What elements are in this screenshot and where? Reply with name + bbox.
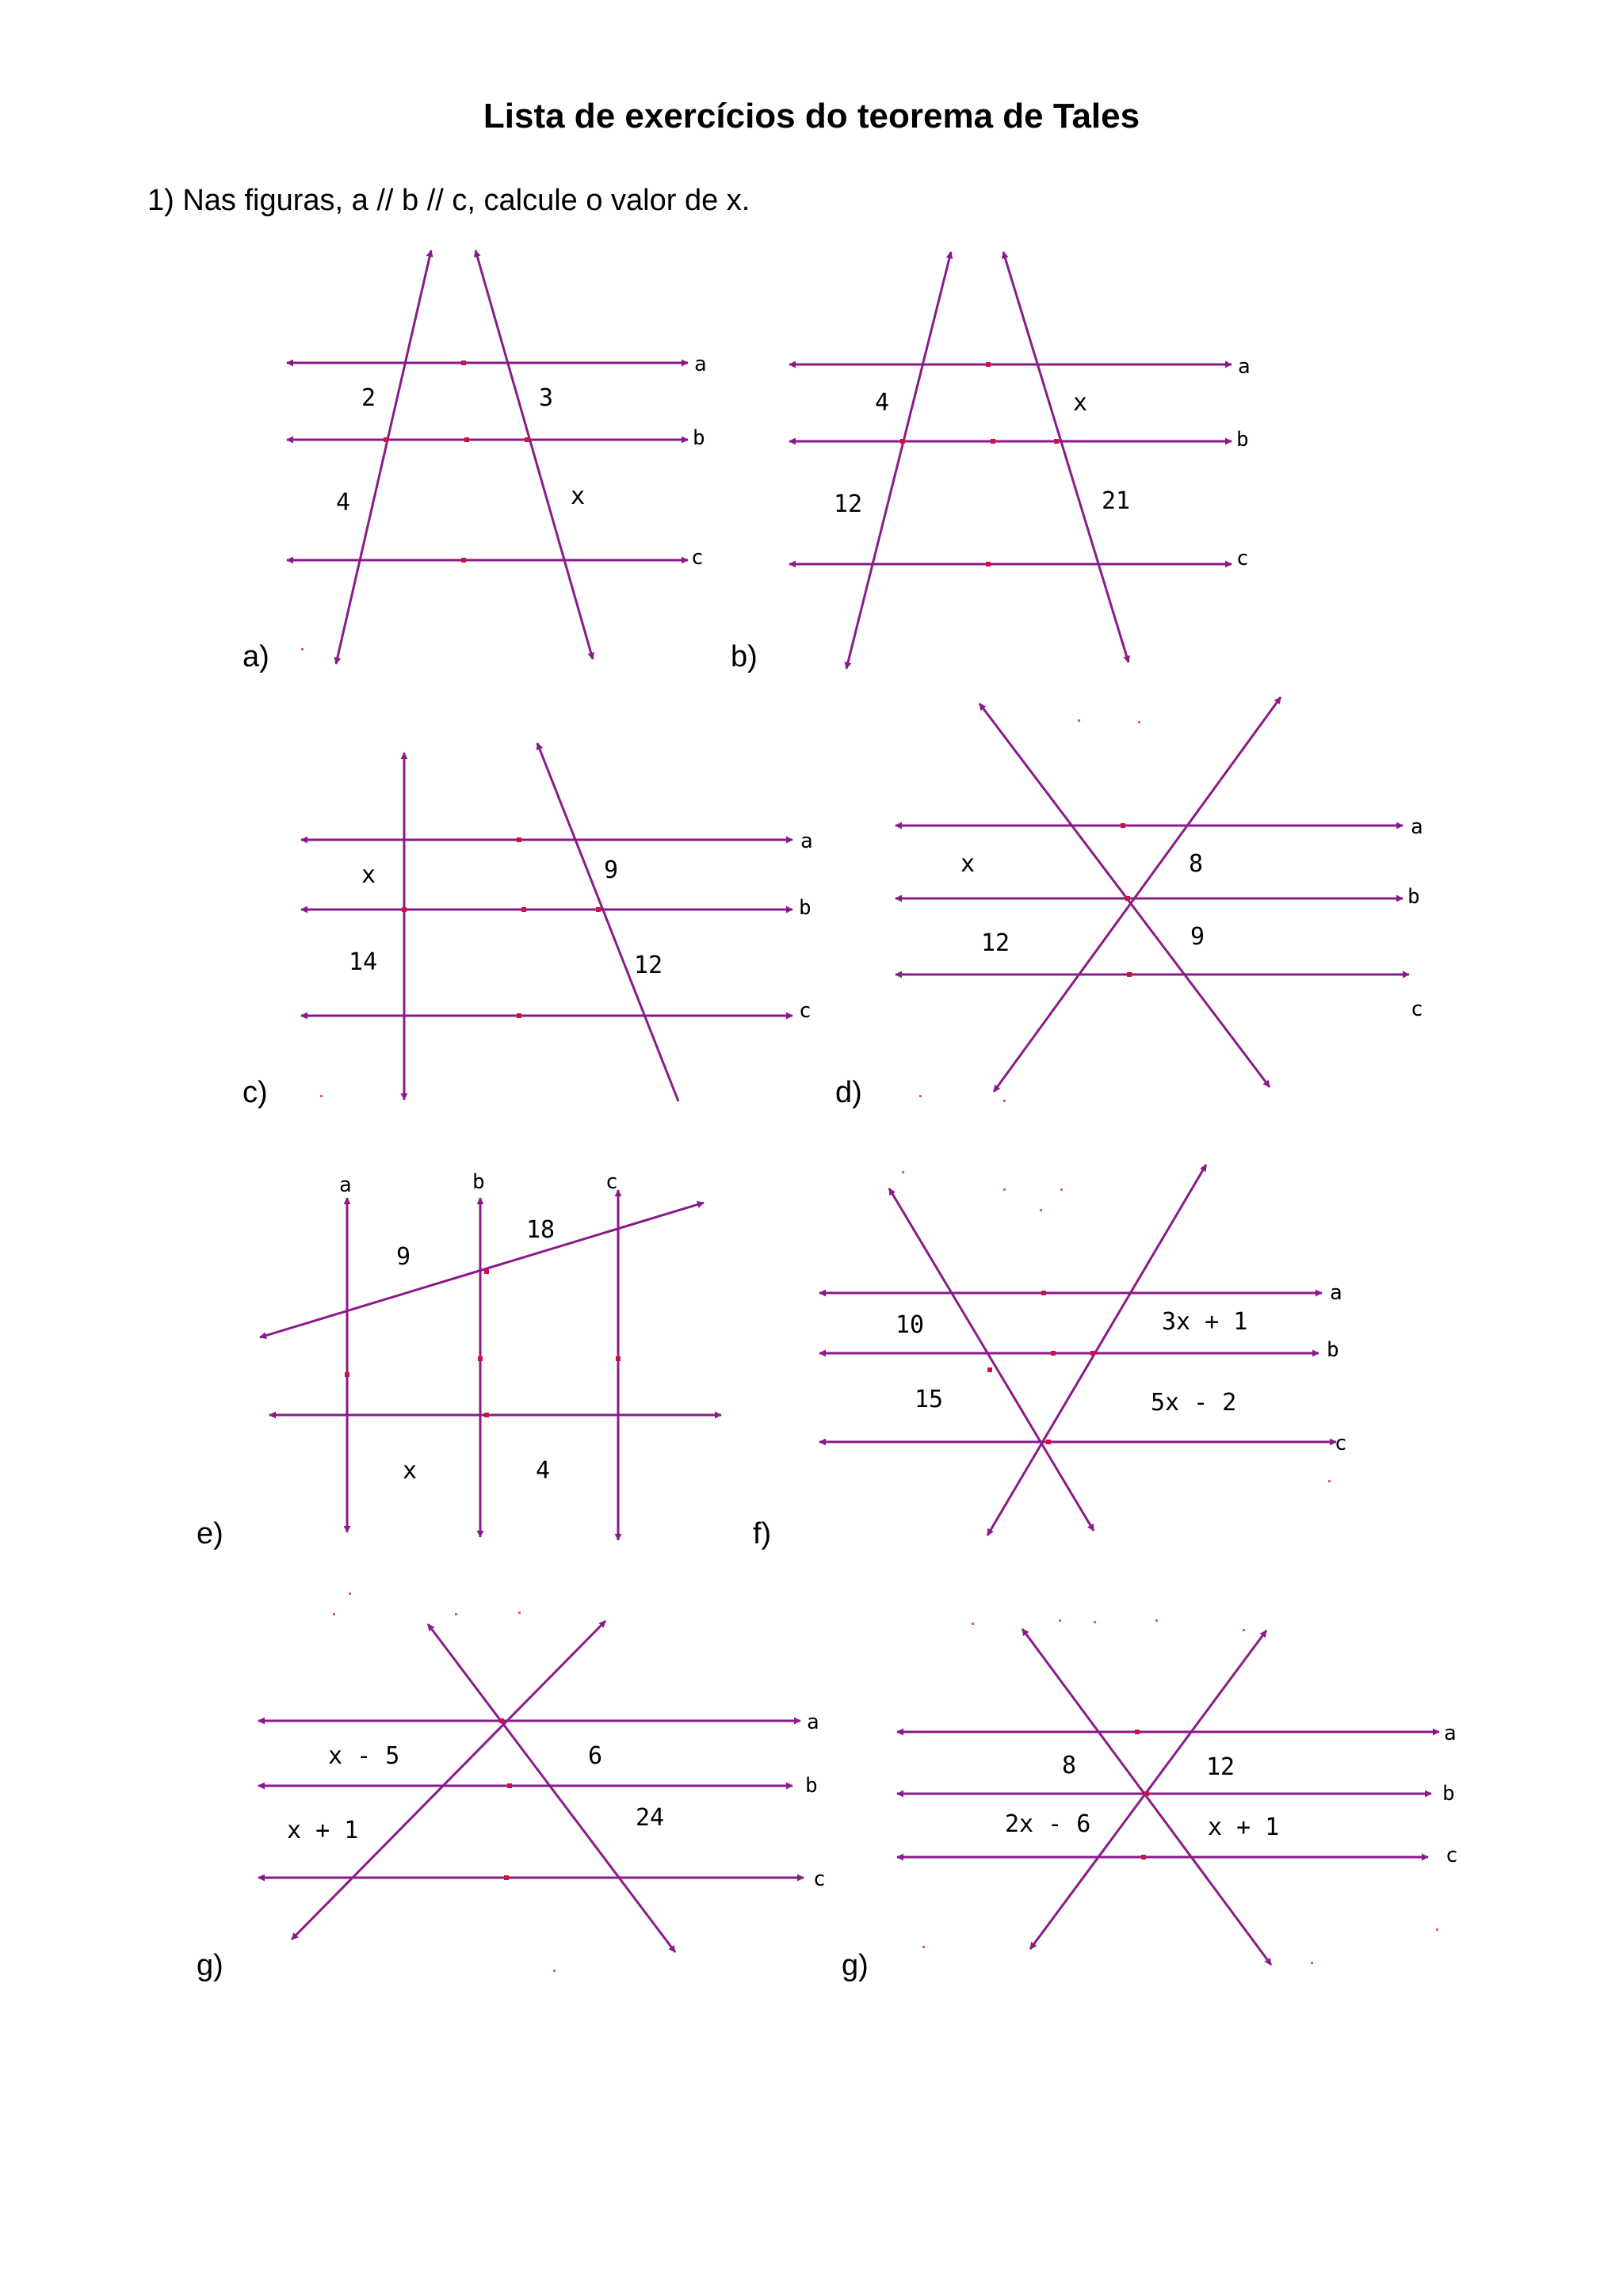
figure-c	[301, 743, 792, 1101]
figure-c-label-a: a	[800, 830, 813, 853]
transversal-right	[1003, 252, 1131, 662]
figure-f-points	[987, 1291, 1095, 1444]
figure-d-label-b: b	[1407, 885, 1420, 909]
figure-d-seg-4: 9	[1190, 923, 1205, 951]
figure-d-label-a: a	[1411, 815, 1423, 839]
figure-d-seg-3: 12	[981, 929, 1010, 957]
figure-g1-points	[499, 1718, 512, 1880]
transversal-down	[1022, 1629, 1271, 1965]
figure-d-letter: d)	[835, 1076, 862, 1109]
figure-g1-label-b: b	[805, 1774, 818, 1798]
figure-b-label-c: c	[1236, 547, 1249, 570]
transversal-down	[889, 1188, 1094, 1531]
figure-g1-seg-3: x + 1	[287, 1817, 359, 1844]
figure-g2-seg-2: 12	[1206, 1753, 1235, 1781]
figure-f-seg-3: 15	[915, 1386, 944, 1413]
figure-f-label-b: b	[1327, 1338, 1339, 1362]
stray-dots	[301, 648, 1438, 1972]
transversal-down	[980, 704, 1270, 1087]
figure-c-label-b: b	[799, 896, 812, 920]
figure-g2-seg-1: 8	[1062, 1752, 1077, 1779]
figure-b-label-b: b	[1236, 428, 1249, 452]
figure-e-label-a: a	[339, 1173, 352, 1197]
figure-b-seg-4: 21	[1102, 487, 1131, 515]
figure-g1	[258, 1621, 804, 1952]
figure-f-seg-4: 5x - 2	[1151, 1389, 1237, 1417]
transversal-up	[994, 697, 1281, 1092]
figure-g2-label-a: a	[1444, 1722, 1457, 1745]
figure-g1-letter: g)	[197, 1949, 223, 1982]
transversal-up	[987, 1165, 1206, 1535]
figure-d-seg-2: 8	[1189, 850, 1204, 878]
figure-a-label-a: a	[694, 353, 707, 376]
figure-c-seg-1: x	[361, 861, 376, 889]
figure-e-seg-4: 4	[536, 1457, 551, 1485]
transversal-slanted	[260, 1203, 704, 1337]
figure-g1-seg-2: 6	[588, 1742, 603, 1770]
page-title: Lista de exercícios do teorema de Tales	[483, 97, 1140, 135]
figure-f-label-c: c	[1335, 1432, 1347, 1455]
transversal-right	[475, 250, 593, 659]
figure-a-label-b: b	[693, 426, 705, 450]
figure-a-seg-4: x	[571, 482, 586, 510]
figure-c-seg-4: 12	[634, 952, 663, 979]
figure-d	[896, 697, 1409, 1092]
figure-b-seg-1: 4	[875, 389, 890, 417]
figure-g2-label-b: b	[1442, 1782, 1455, 1806]
figure-g2-label-c: c	[1445, 1844, 1458, 1867]
figure-b-seg-3: 12	[834, 490, 863, 518]
figure-c-letter: c)	[242, 1076, 268, 1109]
figure-e-points	[345, 1269, 621, 1417]
figure-g2-seg-3: 2x - 6	[1005, 1810, 1091, 1838]
figure-e-label-b: b	[472, 1170, 485, 1194]
transversal-left	[336, 250, 431, 664]
figure-b-label-a: a	[1238, 355, 1251, 379]
transversal-up	[292, 1621, 605, 1939]
figure-g2-letter: g)	[842, 1949, 869, 1982]
figure-c-seg-2: 9	[604, 856, 619, 884]
figure-f	[819, 1165, 1336, 1535]
figure-d-seg-1: x	[960, 850, 976, 878]
figure-e	[260, 1190, 721, 1540]
figure-f-seg-2: 3x + 1	[1162, 1308, 1248, 1336]
figure-a-seg-1: 2	[361, 384, 376, 412]
figure-a-points	[384, 360, 529, 563]
figure-e-seg-1: 9	[396, 1243, 411, 1271]
figure-a-seg-3: 4	[336, 489, 351, 517]
figure-e-letter: e)	[197, 1517, 223, 1550]
figure-b-points	[900, 362, 1059, 566]
figure-f-seg-1: 10	[896, 1311, 925, 1339]
figure-e-seg-3: x	[403, 1457, 418, 1485]
figure-c-points	[402, 837, 601, 1018]
transversal-up	[1030, 1630, 1266, 1949]
figure-c-label-c: c	[799, 999, 812, 1023]
figure-e-label-c: c	[605, 1170, 618, 1194]
figure-g1-label-a: a	[807, 1711, 819, 1734]
figure-f-letter: f)	[753, 1517, 772, 1550]
transversal-down	[428, 1624, 675, 1952]
figure-a-seg-2: 3	[539, 384, 554, 412]
figure-d-points	[1121, 823, 1132, 977]
figure-a-letter: a)	[242, 640, 269, 673]
figure-g1-seg-4: 24	[636, 1804, 665, 1832]
figure-a-label-c: c	[691, 546, 704, 570]
figure-g1-label-c: c	[813, 1867, 826, 1891]
figure-a	[287, 250, 688, 664]
figure-b-letter: b)	[731, 640, 758, 673]
figure-g2-seg-4: x + 1	[1208, 1814, 1280, 1841]
transversal-left	[846, 252, 951, 669]
figure-d-label-c: c	[1411, 997, 1423, 1021]
figure-b-seg-2: x	[1073, 389, 1088, 417]
figure-e-seg-2: 18	[526, 1216, 556, 1244]
figure-g1-seg-1: x - 5	[328, 1742, 400, 1770]
figure-g2	[897, 1629, 1439, 1965]
figure-f-label-a: a	[1330, 1281, 1342, 1305]
figure-c-seg-3: 14	[349, 948, 378, 976]
transversal-right	[537, 743, 678, 1101]
question-text: 1) Nas figuras, a // b // c, calcule o valor de x.	[147, 184, 750, 217]
figure-b	[789, 252, 1232, 669]
